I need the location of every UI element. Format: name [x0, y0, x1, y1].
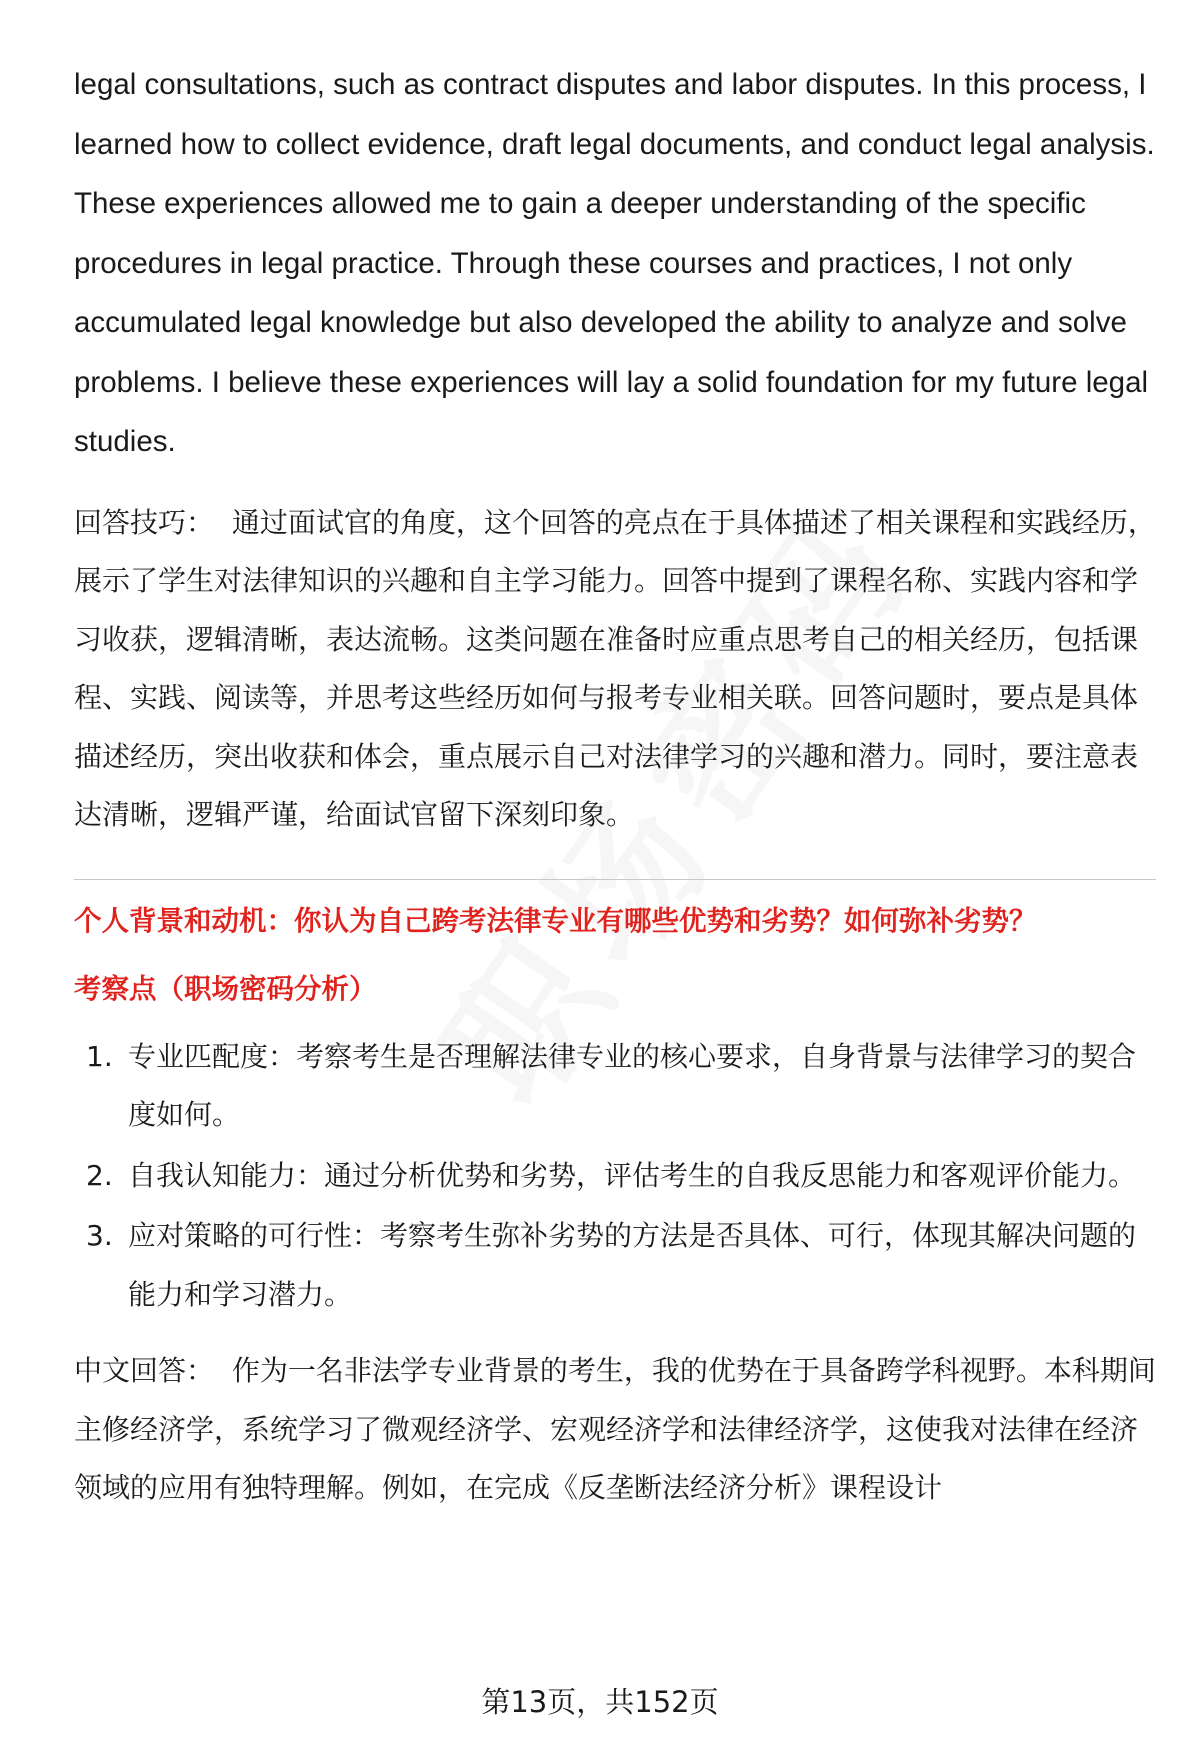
list-item	[74, 1028, 1156, 1145]
list-number: 1.	[86, 1039, 113, 1073]
answer-label: 中文回答：	[74, 1354, 215, 1387]
focus-points-list	[74, 1028, 1156, 1325]
tips-text: 通过面试官的角度，这个回答的亮点在于具体描述了相关课程和实践经历，展示了学生对法律知识的兴趣和自主学习能力。回答中提到了课程名称、实践内容和学习收获，逻辑清晰，表达流畅。这类问题在准备时应重点思考自己的相关经历，包括课程、实践、阅读等，并思考这些经历如何与报考专业相关联。回答问题时，要点是具体描述经历，突出收获和体会，重点展示自己对法律学习的兴趣和潜力。同时，要注意表达清晰，逻辑严谨，给面试官留下深刻印象。	[74, 505, 1156, 831]
answer-paragraph	[74, 1342, 1156, 1518]
list-item	[74, 1207, 1156, 1324]
list-text: 专业匹配度：考察考生是否理解法律专业的核心要求，自身背景与法律学习的契合度如何。	[128, 1039, 1137, 1131]
tips-label: 回答技巧：	[74, 505, 215, 539]
tips-paragraph	[74, 494, 1156, 845]
focus-heading: 考察点（职场密码分析）	[74, 972, 377, 1005]
list-text: 应对策略的可行性：考察考生弥补劣势的方法是否具体、可行，体现其解决问题的能力和学习潜力。	[128, 1219, 1137, 1311]
list-number: 2.	[86, 1158, 113, 1192]
section-divider	[74, 879, 1156, 880]
question-heading: 个人背景和动机：你认为自己跨考法律专业有哪些优势和劣势？如何弥补劣势？	[74, 904, 1037, 937]
answer-text: 作为一名非法学专业背景的考生，我的优势在于具备跨学科视野。本科期间主修经济学，系统学习了微观经济学、宏观经济学和法律经济学，这使我对法律在经济领域的应用有独特理解。例如，在完成《反垄断法经济分析》课程设计	[74, 1354, 1156, 1504]
page-number: 第13页，共152页	[481, 1685, 719, 1719]
list-number: 3.	[86, 1219, 113, 1252]
list-item	[74, 1147, 1156, 1206]
page-content	[74, 55, 1156, 1518]
english-paragraph: legal consultations, such as contract disputes and labor disputes. In this process, I learned how to collect evidence, draft legal documents, and conduct legal analysis. These experiences allowed me to gain a deeper understanding of the specific procedures in legal practice. Through these courses and practices, I not only accumulated legal knowledge but also developed the ability to analyze and solve problems. I believe these experiences will lay a solid foundation for my future legal studies.	[74, 68, 1155, 458]
list-text: 自我认知能力：通过分析优势和劣势，评估考生的自我反思能力和客观评价能力。	[128, 1158, 1137, 1192]
